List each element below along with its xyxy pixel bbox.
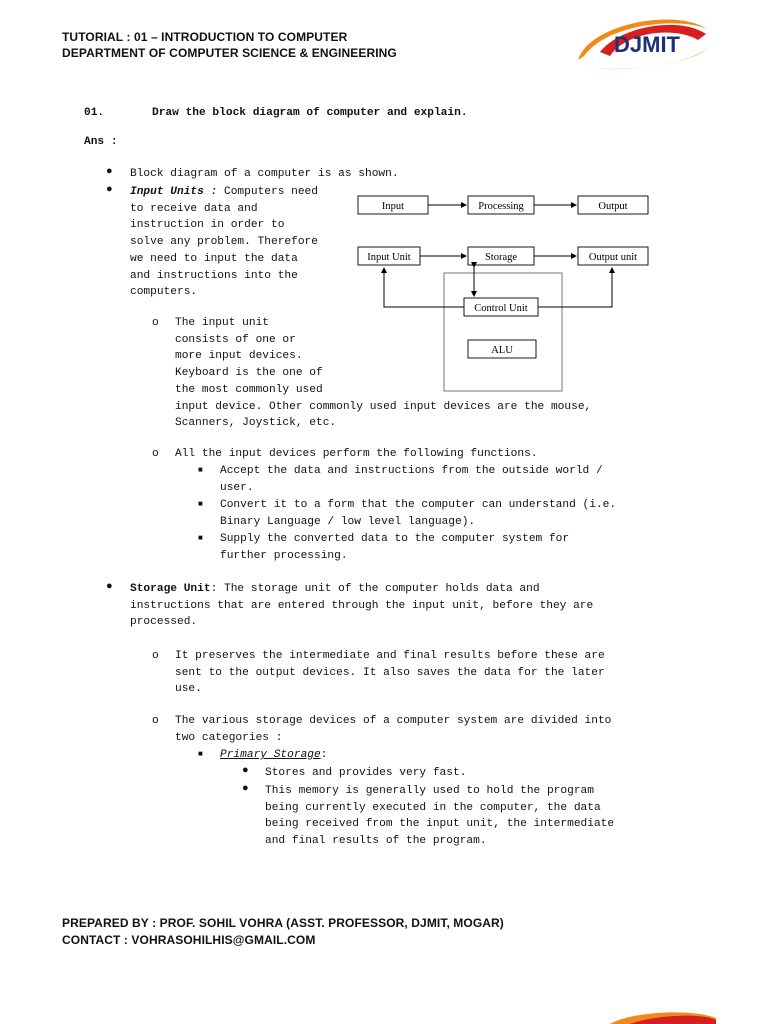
footer-contact: CONTACT : VOHRASOHILHIS@GMAIL.COM bbox=[62, 933, 316, 947]
input-label: Input bbox=[381, 201, 405, 212]
line: Scanners, Joystick, etc. bbox=[175, 417, 337, 430]
processing-label: Processing bbox=[478, 201, 524, 212]
header-title: TUTORIAL : 01 – INTRODUCTION TO COMPUTER bbox=[62, 30, 348, 44]
bullet-dot: ● bbox=[106, 580, 113, 592]
sub-bullet-o: o bbox=[152, 715, 159, 727]
storage-unit-paragraph: Storage Unit: The storage unit of the computer holds data and instructions that are entered through the input unit, before they are processed. bbox=[130, 583, 594, 629]
bullet-dot: ● bbox=[242, 782, 249, 794]
line: The input unit bbox=[175, 317, 269, 329]
footer-logo-partial bbox=[600, 1008, 720, 1024]
bullet-text: Block diagram of a computer is as shown. bbox=[130, 168, 399, 180]
logo-text: DJMIT bbox=[614, 32, 680, 57]
input-units-line: solve any problem. Therefore bbox=[130, 236, 318, 249]
cpu-container bbox=[444, 273, 562, 391]
line: input device. Other commonly used input devices are the mouse, bbox=[175, 400, 592, 413]
function-item: Convert it to a form that the computer can understand (i.e. Binary Language / low level language). bbox=[220, 499, 617, 528]
storage-categories-text: The various storage devices of a computer system are divided into two categories : bbox=[175, 715, 612, 744]
answer-label: Ans : bbox=[84, 136, 118, 148]
sub-bullet-o: o bbox=[152, 317, 159, 329]
control-unit-label: Control Unit bbox=[474, 303, 528, 314]
storage-label: Storage bbox=[484, 252, 518, 263]
block-diagram bbox=[350, 188, 660, 403]
bullet-dot: ● bbox=[242, 764, 249, 776]
output-unit-label: Output unit bbox=[588, 252, 638, 263]
input-units-line: Computers need bbox=[217, 186, 318, 198]
line: consists of one or bbox=[175, 333, 296, 346]
storage-preserves-text: It preserves the intermediate and final results before these are sent to the output devices. It also saves the data for the later use. bbox=[175, 650, 605, 696]
square-bullet: ■ bbox=[198, 499, 203, 508]
header-department: DEPARTMENT OF COMPUTER SCIENCE & ENGINEERING bbox=[62, 46, 397, 60]
square-bullet: ■ bbox=[198, 465, 203, 474]
input-unit-label: Input Unit bbox=[367, 252, 411, 263]
djmit-logo bbox=[570, 12, 712, 74]
output-label: Output bbox=[598, 201, 628, 212]
primary-point: This memory is generally used to hold the program being currently executed in the computer, the data being received from the input unit, the intermediate and final results of the program. bbox=[265, 785, 615, 848]
input-units-line: instruction in order to bbox=[130, 219, 285, 232]
input-functions-intro: All the input devices perform the following functions. bbox=[175, 448, 538, 460]
input-units-line: to receive data and bbox=[130, 202, 258, 215]
line: Keyboard is the one of bbox=[175, 367, 323, 380]
bullet-dot: ● bbox=[106, 183, 113, 195]
input-units-line: we need to input the data bbox=[130, 252, 298, 265]
line: more input devices. bbox=[175, 350, 303, 363]
primary-storage-label: Primary Storage bbox=[220, 749, 321, 761]
function-item: Accept the data and instructions from the outside world / user. bbox=[220, 465, 603, 494]
input-units-paragraph bbox=[130, 184, 350, 301]
alu-label: ALU bbox=[491, 345, 513, 356]
primary-point: Stores and provides very fast. bbox=[265, 767, 467, 779]
function-item: Supply the converted data to the computer system for further processing. bbox=[220, 533, 570, 562]
storage-unit-label: Storage Unit bbox=[130, 583, 211, 595]
square-bullet: ■ bbox=[198, 533, 203, 542]
primary-storage-heading: Primary Storage: bbox=[220, 749, 328, 761]
sub-bullet-o: o bbox=[152, 448, 159, 460]
bullet-dot: ● bbox=[106, 165, 113, 177]
input-units-label: Input Units : bbox=[130, 186, 218, 198]
question-number: 01. bbox=[84, 107, 105, 119]
question-text: Draw the block diagram of computer and explain. bbox=[152, 107, 468, 119]
line: the most commonly used bbox=[175, 383, 323, 396]
input-units-line: and instructions into the bbox=[130, 269, 298, 282]
input-units-line: computers. bbox=[130, 286, 198, 299]
sub-bullet-o: o bbox=[152, 650, 159, 662]
footer-prepared-by: PREPARED BY : PROF. SOHIL VOHRA (ASST. PROFESSOR, DJMIT, MOGAR) bbox=[62, 916, 504, 930]
square-bullet: ■ bbox=[198, 749, 203, 758]
